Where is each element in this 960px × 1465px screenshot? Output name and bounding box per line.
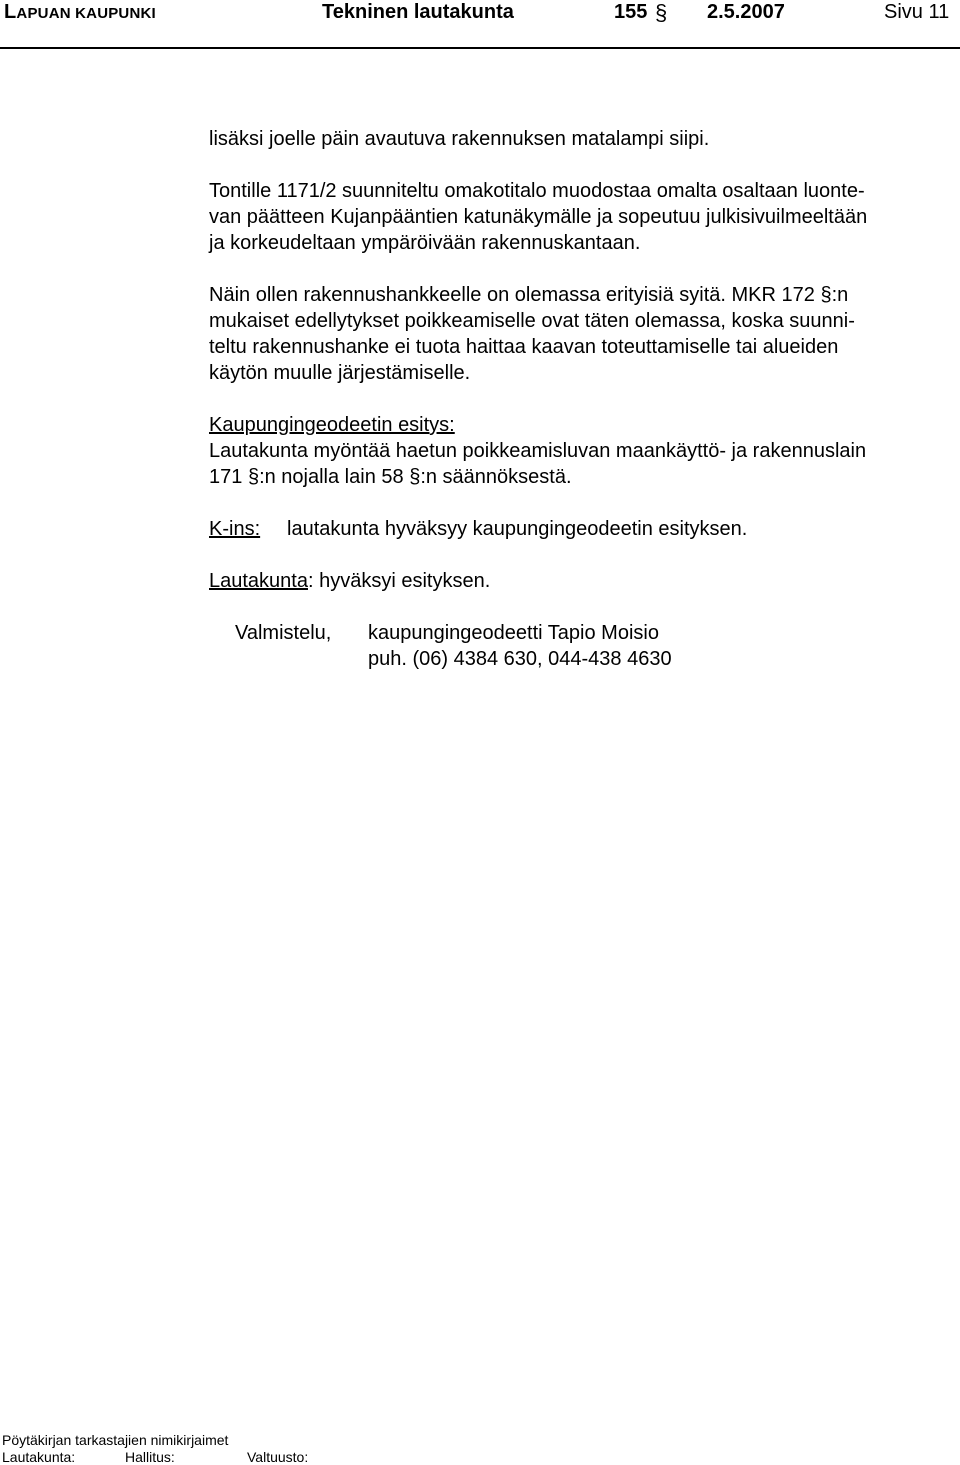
paragraph-3-line-1: Näin ollen rakennushankkeelle on olemassa erityisiä syitä. MKR 172 §:n bbox=[209, 284, 849, 306]
paragraph-2-line-3: ja korkeudeltaan ympäröivään rakennuskantaan. bbox=[209, 232, 641, 254]
proposal-line-1: Lautakunta myöntää haetun poikkeamisluvan maankäyttö- ja rakennuslain bbox=[209, 440, 867, 462]
preparer-name: kaupungingeodeetti Tapio Moisio bbox=[368, 622, 659, 644]
footer-board-label: Lautakunta: bbox=[2, 1449, 76, 1465]
header-divider bbox=[0, 47, 960, 49]
paragraph-2-line-1: Tontille 1171/2 suunniteltu omakotitalo muodostaa omalta osaltaan luonte- bbox=[209, 180, 865, 202]
paragraph-3-line-3: teltu rakennushanke ei tuota haittaa kaavan toteuttamiselle tai alueiden bbox=[209, 336, 839, 358]
meeting-date: 2.5.2007 bbox=[707, 1, 785, 23]
decision: Lautakunta: hyväksyi esityksen. bbox=[209, 570, 491, 592]
preparer-phone: puh. (06) 4384 630, 044-438 4630 bbox=[368, 648, 672, 670]
proposal-label: Kaupungingeodeetin esitys: bbox=[209, 414, 455, 436]
section-number: 155 bbox=[614, 1, 648, 23]
decision-label: Lautakunta bbox=[209, 570, 308, 592]
paragraph-2-line-2: van päätteen Kujanpääntien katunäkymälle ja sopeutuu julkisivuilmeeltään bbox=[209, 206, 868, 228]
paragraph-3-line-4: käytön muulle järjestämiselle. bbox=[209, 362, 471, 384]
page-number: Sivu 11 bbox=[884, 1, 950, 23]
footer-initials-title: Pöytäkirjan tarkastajien nimikirjaimet bbox=[2, 1432, 229, 1448]
board-name: Tekninen lautakunta bbox=[322, 1, 514, 23]
section-mark: § bbox=[655, 0, 668, 25]
organization-name: LAPUAN KAUPUNKI bbox=[4, 1, 156, 23]
kins-label: K-ins: bbox=[209, 518, 261, 540]
kins-text: lautakunta hyväksyy kaupungingeodeetin esityksen. bbox=[287, 518, 748, 540]
paragraph-3-line-2: mukaiset edellytykset poikkeamiselle ovat täten olemassa, koska suunni- bbox=[209, 310, 855, 332]
section-mark: § bbox=[247, 466, 260, 488]
footer-government-label: Hallitus: bbox=[125, 1449, 175, 1465]
footer-council-label: Valtuusto: bbox=[247, 1449, 309, 1465]
paragraph-1: lisäksi joelle päin avautuva rakennuksen matalampi siipi. bbox=[209, 128, 710, 150]
preparer-label: Valmistelu, bbox=[235, 622, 332, 644]
proposal-line-2: 171 §:n nojalla lain 58 §:n säännöksestä. bbox=[209, 466, 572, 488]
section-mark: § bbox=[820, 284, 832, 306]
section-mark: § bbox=[409, 466, 421, 488]
